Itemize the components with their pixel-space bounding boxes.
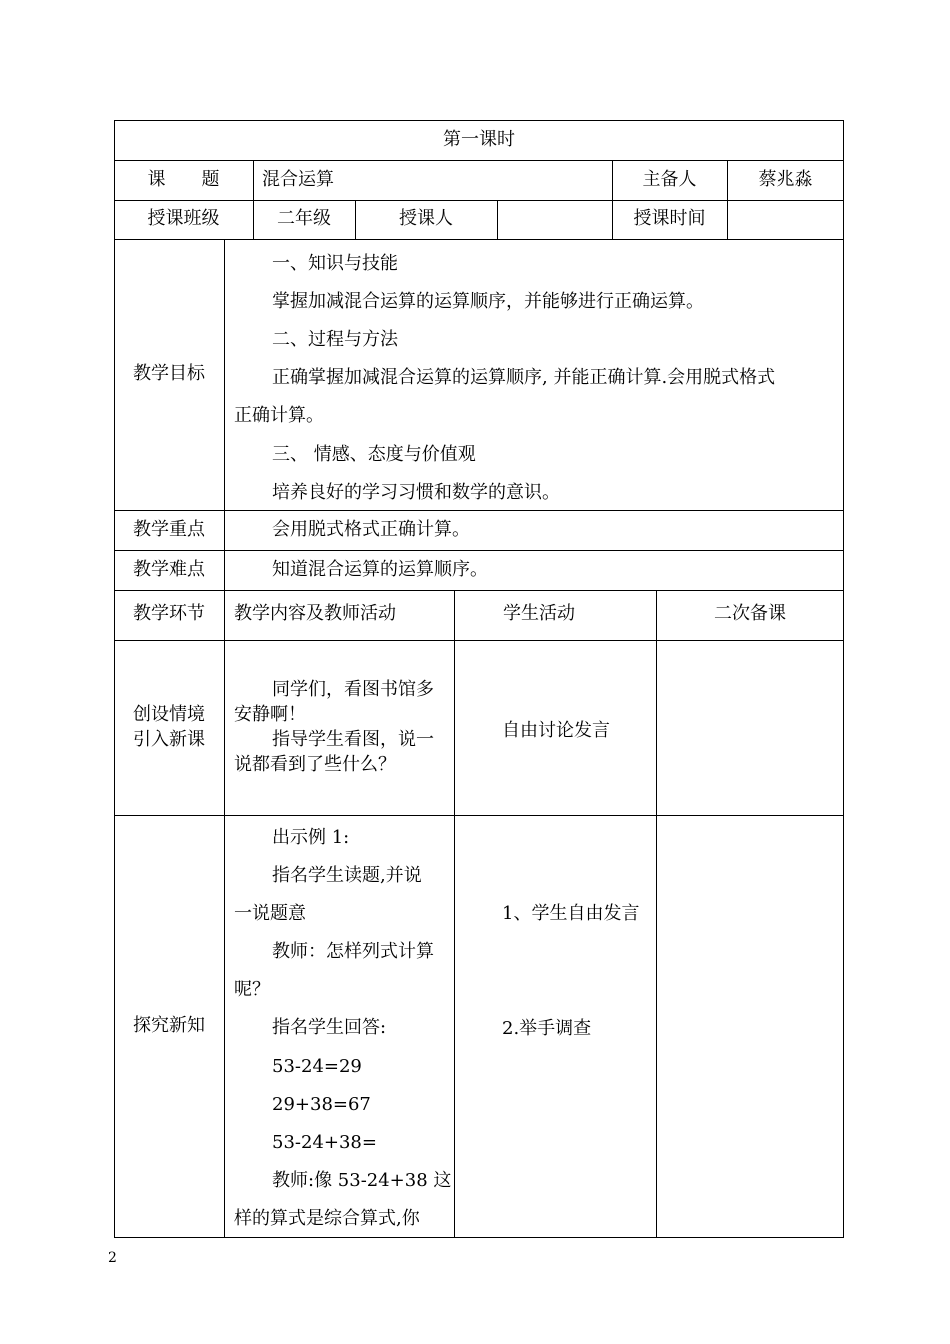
content-line: 同学们，看图书馆多 (272, 679, 434, 700)
lesson-period-title: 第一课时 (443, 129, 515, 150)
objectives-line: 正确计算。 (234, 405, 324, 426)
column-header-student: 学生活动 (503, 603, 575, 624)
content-line: 说都看到了些什么？ (234, 754, 396, 775)
difficulty-label: 教学难点 (133, 559, 205, 580)
divider (454, 590, 455, 1238)
stage-label: 创设情境 (133, 704, 205, 725)
student-activity: 自由讨论发言 (502, 720, 610, 741)
objectives-line: 一、知识与技能 (272, 253, 398, 274)
content-line: 29+38=67 (272, 1094, 371, 1115)
content-line: 一说题意 (234, 903, 306, 924)
content-line: 指名学生读题,并说 (272, 865, 422, 886)
column-header-content: 教学内容及教师活动 (234, 603, 396, 624)
objectives-line: 二、过程与方法 (272, 329, 398, 350)
divider (114, 200, 844, 201)
content-line: 指名学生回答: (272, 1017, 387, 1038)
difficulty-value: 知道混合运算的运算顺序。 (272, 559, 488, 580)
divider (224, 239, 225, 1238)
objectives-line: 掌握加减混合运算的运算顺序，并能够进行正确运算。 (272, 291, 704, 312)
column-header-second: 二次备课 (714, 603, 786, 624)
topic-value: 混合运算 (262, 169, 334, 190)
content-line: 出示例 1: (272, 827, 350, 848)
time-label: 授课时间 (633, 208, 706, 229)
student-activity: 1、学生自由发言 (502, 903, 640, 924)
stage-label: 引入新课 (133, 729, 205, 750)
student-activity: 2.举手调查 (502, 1018, 592, 1039)
preparer-value: 蔡兆淼 (758, 169, 813, 190)
content-line: 教师:像 53-24+38 这 (272, 1170, 452, 1191)
divider (656, 590, 657, 1238)
divider (497, 200, 498, 240)
preparer-label: 主备人 (642, 169, 697, 190)
column-header-stage: 教学环节 (133, 603, 205, 624)
stage-label: 探究新知 (133, 1015, 205, 1036)
class-label: 授课班级 (147, 208, 220, 229)
key-point-label: 教学重点 (133, 519, 205, 540)
content-line: 样的算式是综合算式,你 (234, 1208, 420, 1229)
content-line: 53-24+38= (272, 1132, 377, 1153)
objectives-line: 正确掌握加减混合运算的运算顺序, 并能正确计算.会用脱式格式 (272, 367, 776, 388)
topic-label: 课 题 (147, 169, 220, 190)
key-point-value: 会用脱式格式正确计算。 (272, 519, 470, 540)
content-line: 呢？ (234, 979, 270, 1000)
teacher-label: 授课人 (399, 208, 453, 229)
objectives-line: 三、 情感、态度与价值观 (272, 444, 476, 465)
content-line: 53-24=29 (272, 1056, 362, 1077)
content-line: 教师：怎样列式计算 (272, 941, 434, 962)
page-number: 2 (108, 1250, 117, 1266)
content-line: 安静啊！ (234, 704, 306, 725)
content-line: 指导学生看图，说一 (272, 729, 434, 750)
objectives-line: 培养良好的学习习惯和数学的意识。 (272, 482, 560, 503)
class-value: 二年级 (277, 208, 331, 229)
objectives-label: 教学目标 (133, 363, 205, 384)
divider (114, 160, 844, 161)
